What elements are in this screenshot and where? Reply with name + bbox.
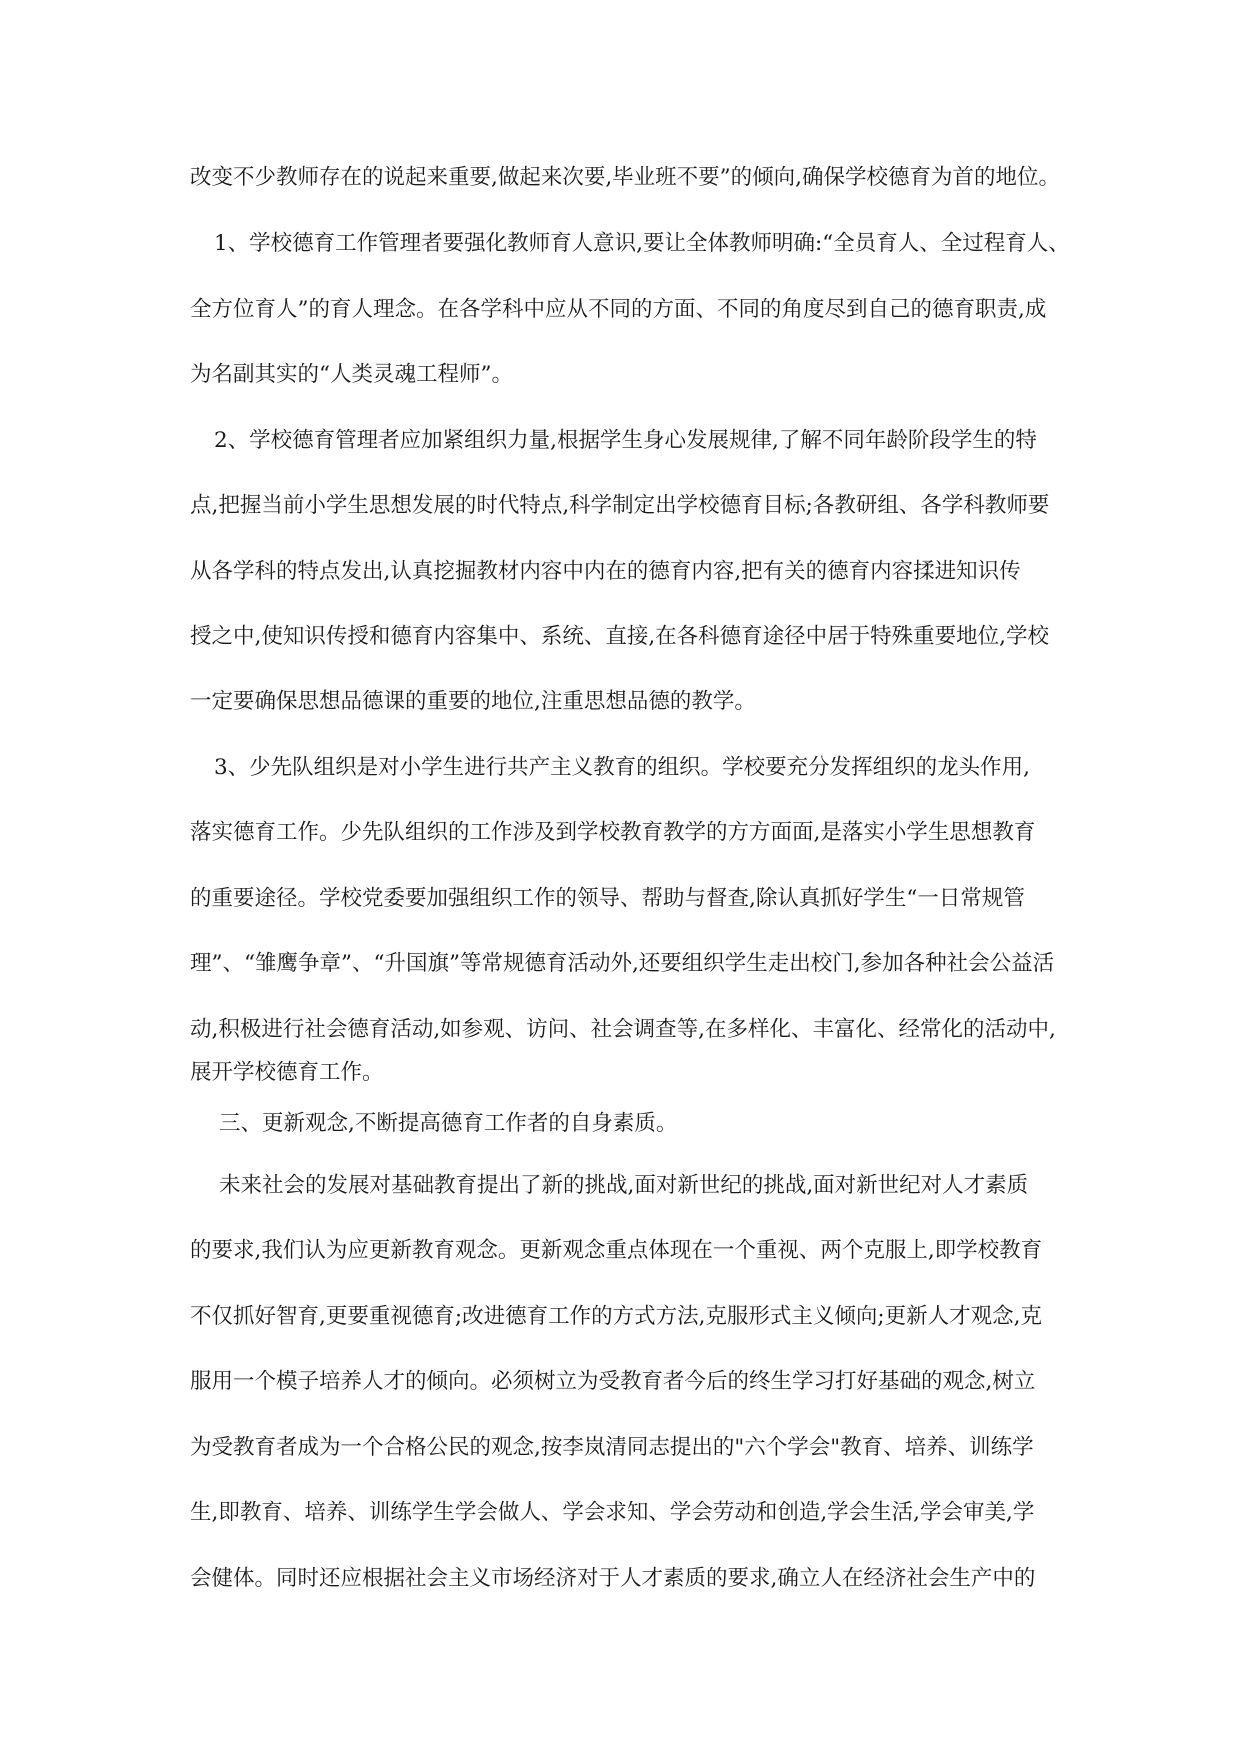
section-heading: 三、更新观念,不断提高德育工作者的自身素质。 xyxy=(219,1111,678,1136)
body-text-line: 1、学校德育工作管理者要强化教师育人意识,要让全体教师明确:“全员育人、全过程育人、 xyxy=(214,231,1070,256)
body-text-line: 展开学校德育工作。 xyxy=(190,1060,384,1085)
body-text-line: 3、少先队组织是对小学生进行共产主义教育的组织。学校要充分发挥组织的龙头作用, xyxy=(214,755,1031,780)
body-text-line: 为受教育者成为一个合格公民的观念,按李岚清同志提出的"六个学会"教育、培养、训练学 xyxy=(190,1435,1034,1460)
body-text-line: 2、学校德育管理者应加紧组织力量,根据学生身心发展规律,了解不同年龄阶段学生的特 xyxy=(214,428,1037,453)
body-text-line: 落实德育工作。少先队组织的工作涉及到学校教育教学的方方面面,是落实小学生思想教育 xyxy=(190,820,1036,845)
body-text-line: 理”、“雏鹰争章”、“升国旗”等常规德育活动外,还要组织学生走出校门,参加各种社会公益活 xyxy=(190,951,1055,976)
body-text-line: 从各学科的特点发出,认真挖掘教材内容中内在的德育内容,把有关的德育内容揉进知识传 xyxy=(190,559,1021,584)
body-text-line: 未来社会的发展对基础教育提出了新的挑战,面对新世纪的挑战,面对新世纪对人才素质 xyxy=(219,1173,1029,1198)
body-text-line: 的要求,我们认为应更新教育观念。更新观念重点体现在一个重视、两个克服上,即学校教育 xyxy=(190,1238,1043,1263)
body-text-line: 不仅抓好智育,更要重视德育;改进德育工作的方式方法,克服形式主义倾向;更新人才观念,克 xyxy=(190,1304,1042,1329)
body-text-line: 全方位育人”的育人理念。在各学科中应从不同的方面、不同的角度尽到自己的德育职责,成 xyxy=(190,297,1047,322)
body-text-line: 会健体。同时还应根据社会主义市场经济对于人才素质的要求,确立人在经济社会生产中的 xyxy=(190,1566,1036,1591)
body-text-line: 改变不少教师存在的说起来重要,做起来次要,毕业班不要”的倾向,确保学校德育为首的地位。 xyxy=(190,165,1060,190)
body-text-line: 点,把握当前小学生思想发展的时代特点,科学制定出学校德育目标;各教研组、各学科教师要 xyxy=(190,493,1050,518)
body-text-line: 服用一个模子培养人才的倾向。必须树立为受教育者今后的终生学习打好基础的观念,树立 xyxy=(190,1369,1036,1394)
body-text-line: 一定要确保思想品德课的重要的地位,注重思想品德的教学。 xyxy=(190,689,756,714)
body-text-line: 为名副其实的“人类灵魂工程师”。 xyxy=(190,362,513,387)
body-text-line: 授之中,使知识传授和德育内容集中、系统、直接,在各科德育途径中居于特殊重要地位,学校 xyxy=(190,624,1050,649)
body-text-line: 生,即教育、培养、训练学生学会做人、学会求知、学会劳动和创造,学会生活,学会审美,学 xyxy=(190,1500,1035,1525)
body-text-line: 的重要途径。学校党委要加强组织工作的领导、帮助与督查,除认真抓好学生“一日常规管 xyxy=(190,886,1025,911)
body-text-line: 动,积极进行社会德育活动,如参观、访问、社会调查等,在多样化、丰富化、经常化的活动中, xyxy=(190,1017,1056,1042)
